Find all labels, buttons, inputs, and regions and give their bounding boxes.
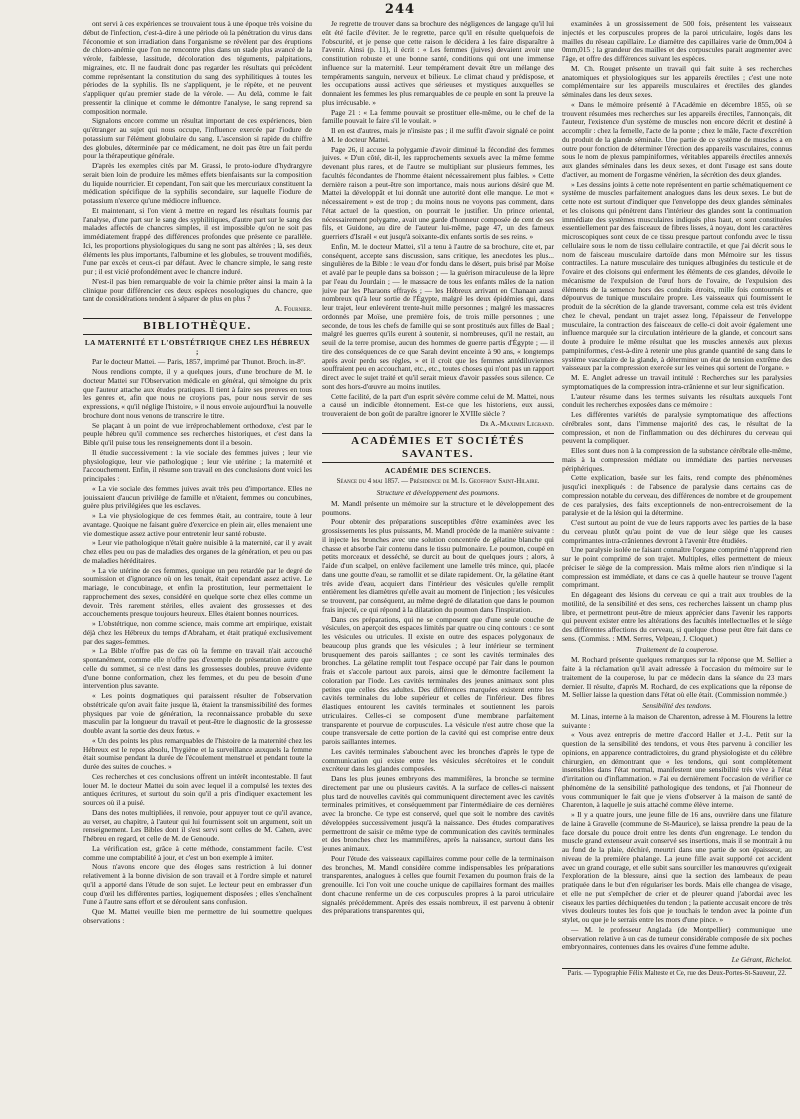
paragraph: » La vie utérine de ces femmes, quoique un peu retardée par le degré de soumission et d'ignorance où on les tenait, était cependant assez active. Le mariage, le concubinage, et enfin la prostitution, leur permettaient le rapprochement des sexes, considéré en quelque sorte chez elles comme un devoir. Très rarement stériles, elles avaient des grossesses et des accouchements presque toujours heureux. Elles étaient bonnes nourrices. [83,565,312,619]
paragraph: Ces recherches et ces conclusions offrent un intérêt incontestable. Il faut louer M. le docteur Mattei du soin avec lequel il a compulsé les textes des antiques écritures, et surtout du soin qu'il a pris d'indiquer exactement les sources où il a puisé. [83,771,312,807]
paragraph: M. Mandl présente un mémoire sur la structure et le développement des poumons. [322,498,554,517]
paragraph: » La vie physiologique de ces femmes était, au contraire, toute à leur avantage. Quoique ne faisant guère d'exercice en plein air, elles menaient une vie domestique assez active pour entretenir leur santé robuste. [83,511,312,538]
paragraph: ont servi à ces expériences se trouvaient tous à une époque très voisine du début de l'infection, c'est-à-dire à une période où la pénétration du virus dans l'économie et son irradiation dans l'organisme se révèlent par des éruptions de chloro-anémie que l'on ne rencontre plus dans un stade plus avancé de la vérole, faiblesse, lassitude, décoloration des téguments, palpitations, migraines, etc. Il ne faudrait donc pas regarder les résultats qui précèdent comme représentant la constitution du sang des syphilitiques à toutes les périodes de la syphilis. Ils ne s'appliquent, je le répète, et ne peuvent s'appliquer qu'au premier stade de la vérole. — Au delà, comme le fait pressentir la clinique et comme le démontre l'analyse, le sang reprend sa composition normale. [83,20,312,116]
col3-paragraphs [562,20,792,644]
paragraph: Que M. Mattei veuille bien me permettre de lui soumettre quelques observations : [83,907,312,925]
paragraph: Il en est d'autres, mais je n'insiste pas ; il me suffit d'avoir signalé ce point à M. le docteur Mattei. [322,126,554,144]
paragraph: » Il y a quatre jours, une jeune fille de 16 ans, ouvrière dans une filature de laine à Gravelle (commune de St-Maurice), se laissa prendre la peau de la face dorsale du pouce droit entre les dents d'un engrenage. Le tendon du muscle grand extenseur avait conservé ses insertions, mais il se montrait à nu au fond de la plaie, déchiré, meurtri dans une partie de son épaisseur, au niveau de la première phalange. La jeune fille avait supporté cet accident avec un grand courage, et elle subit sans sourciller les manœuvres qu'exigeait l'exploration de la blessure, ainsi que la section des lambeaux de peau pratiquée dans le but d'en régulariser les bords. Mais elle changea de visage, et elle ne put s'empêcher de crier et de pleurer quand j'abordai avec les ciseaux les parties déchiquetées du tendon ; la patiente accusait encore de très vives douleurs toutes les fois que je touchais le tendon avec la pointe d'un stylet, ou que je le serrais entre les mors d'une pince. » [562,810,792,924]
signature-legrand: Dr A.-Maximin Legrand. [480,418,554,428]
paragraph: M. Rochard présente quelques remarques sur la réponse que M. Sellier a faite à la réclamation qu'il avait adressée à l'occasion du mémoire sur le traitement de la couperose, lu par ce médecin dans la séance du 23 mars dernier. Il résulte, d'après M. Rochard, de ces explications que la réponse de M. Sellier laisse la question dans l'état où elle était. (Commission nommée.) [562,655,792,700]
paragraph: Page 26, il accuse la polygamie d'avoir diminué la fécondité des femmes juives. « D'un côté, dit-il, les rapprochements sexuels avec la même femme devenant plus rares, et de l'autre se multipliant sur plusieurs femmes, les facultés fécondantes de l'homme étaient nécessairement plus faibles. » Cette dernière raison a peut-être son importance, mais nous aurions désiré que M. Mattei la développât et lui donnât une autorité dont elle manque. Le mot « nécessairement » est de trop ; du moins nous ne voyons pas comment, dans l'état actuel de la question, on pourrait le justifier. Un prince oriental, nécessairement polygame, avait une garde d'honneur composée de cent de ses fils, et Guidone, au dire de l'auteur lui-même, page 47, un des fameux guerriers d'Israël « eut jusqu'à soixante-dix enfants sortis de ses reins. » [322,144,554,241]
column-1 [83,20,312,1098]
paragraph: Cette explication, basée sur les faits, rend compte des phénomènes jusqu'ici inexpliqués : de l'absence de paralysie dans certains cas de compression notable du cerveau, des différences de nombre et de groupement de ces paralysies, des faits exceptionnels de non-entrecroisement de la paralysie et de la lésion qui la détermine. [562,473,792,518]
paragraph: Elles sont dues non à la compression de la substance cérébrale elle-même, mais à la compression médiate ou immédiate des parties nerveuses périphériques. [562,446,792,473]
signature-fournier: A. Fournier. [274,304,312,313]
paragraph: » L'obstétrique, non comme science, mais comme art empirique, existait déjà chez les Hébreux du temps d'Abraham, et était pratiqué exclusivement par des sages-femmes. [83,619,312,646]
paragraph: examinées à un grossissement de 500 fois, présentent les vaisseaux injectés et les corpuscules propres de la paroi utriculaire, logés dans les mailles du réseau capillaire. Le diamètre des capillaires varie de 0mm,004 à 0mm,015 ; la grandeur des mailles et des corpuscules parait augmenter avec l'âge, et offre des différences suivant les espèces. [562,20,792,63]
page-number: 244 [384,2,416,17]
paragraph: M. Ch. Rouget présente un travail qui fait suite à ses recherches anatomiques et physiologiques sur les appareils érectiles ; c'est une note complémentaire sur les appareils musculaires et érectiles des glandes séminales dans les deux sexes. [562,63,792,99]
subject-couperose: Traitement de la couperose. [635,644,719,654]
paragraph: Cette facilité, de la part d'un esprit sévère comme celui de M. Mattei, nous a causé un indicible étonnement. Est-ce que les historiens, eux aussi, trouveraient de bon goût de paraître ignorer le XVIIIe siècle ? [322,391,554,418]
col1-article-paragraphs [83,358,312,925]
col3-couperose-paragraphs [562,656,792,700]
academy-title: ACADÉMIE DES SCIENCES. [384,466,492,475]
section-title-academies: ACADÉMIES ET SOCIÉTÉS SAVANTES. [322,433,554,463]
subject-poumons: Structure et développement des poumons. [376,488,500,497]
paragraph: Page 21 : « La femme pouvait se prostituer elle-même, ou le chef de la famille pouvait le faire s'il le voulait. » [322,107,554,126]
paragraph: Les différentes variétés de paralysie symptomatique des affections cérébrales sont, dans l'immense majorité des cas, le résultat de la compression, et non de l'inflammation ou des déchirures du cerveau qui peuvent la compliquer. [562,410,792,446]
paragraph: En dégageant des lésions du cerveau ce qui a trait aux troubles de la motilité, de la sensibilité et des sens, ces recherches laissent un champ plus libre, et permettront peut-être de mieux apprécier dans l'avenir les rapports qui peuvent exister entre les altérations des facultés intellectuelles et le siège des différentes affections du cerveau, si quelque chose peut être fait dans ce sens. (Commiss. : MM. Serres, Velpeau, J. Cloquet.) [562,590,792,643]
subject-tendons: Sensibilité des tendons. [642,701,712,710]
session-line: Séance du 4 mai 1857. — Présidence de M. Is. Geoffroy Saint-Hilaire. [336,478,540,486]
paragraph: Enfin, M. le docteur Mattei, s'il a tenu à l'autre de sa brochure, cite et, par conséquent, accepte sans discussion, sans critique, les anecdotes les plus... singulières de la Bible : le veau d'or fondu dans le désert, puis brisé par Moïse et avalé par le peuple dans sa boisson ; — la guérison miraculeuse de la lèpre par l'eau du Jourdain ; — le massacre de tous les enfants mâles de la nation juive par les Pharaons effrayés ; — les Hébreux arrivant en Chanaan aussi nombreux qu'à leur sortie de l'Égypte, malgré les deux épidémies qui, dans leur trajet, leur enlevèrent trente-huit mille personnes ; malgré les massacres ordonnés par Moïse, une première fois, de trois mille personnes ; une seconde, de tous les chefs de famille qui se sont prostitués aux filles de Baal ; malgré les guerres qu'ils eurent à soutenir, si nombreuses, qu'il ne restait, au seuil de la terre promise, aucun des hommes de guerre partis d'Égypte ; — il tire des conséquences de ce que Sarah devint enceinte à 90 ans, « longtemps après avoir perdu ses règles, » et il croit que les femmes antédiluviennes souffraient peu en accouchant, etc., etc., toutes choses qui n'ont pas un rapport direct avec le sujet traité et qu'il serait mieux d'avoir passées sous silence. Ce sont des hors-d'œuvre au moins inutiles. [322,241,554,391]
col3-tendons-paragraphs [562,713,792,952]
col2-paragraphs [322,20,554,419]
paragraph: Dans ces préparations, qui ne se composent que d'une seule couche de vésicules, on aperçoit des espaces limités par quatre ou cinq contours : ce sont les vésicules ou utricules. Il existe en outre des espaces polygonaux de beaucoup plus grands que les vésicules ; à leur intérieur se terminent brusquement des parois saillantes ; ce sont les cavités terminales des bronches. La gélatine remplit tout l'espace occupé par l'air dans le poumon frais et s'accole partout aux parois, ainsi que le démontre facilement la coloration par l'iode. Les cavités terminales des jeunes animaux sont plus petites que celles des adultes. Des différences marquées existent entre les cavités terminales du lobe supérieur et celles de l'inférieur. Des fibres élastiques entourent les cavités terminales et soutiennent les parois utriculaires. Celles-ci se composent d'une membrane parfaitement transparente et pourvue de corpuscules. La vésicule n'est autre chose que la coupe transversale de cette portion de la cavité qui est comprise entre deux parois saillantes internes. [322,614,554,746]
paragraph: Nous rendions compte, il y a quelques jours, d'une brochure de M. le docteur Mattei sur l'Observation médicale en général, qui témoigne du prix que l'auteur attache aux études pratiques. Il tient à faire ses preuves en tous les genres et, afin que nous ne croyions pas, pour nous servir de ses expressions, « qu'il néglige l'histoire, » il nous envoie aujourd'hui la nouvelle brochure dont nous venons de transcrire le titre. [83,367,312,420]
col2-academy-paragraphs [322,500,554,916]
article-title-maternite: LA MATERNITÉ ET L'OBSTÉTRIQUE CHEZ LES HÉBREUX ; [84,338,311,356]
paragraph: — M. le professeur Anglada (de Montpellier) communique une observation relative à un cas de tumeur considérable composée de six poches embryonnaires, contenues dans les ovaires d'une femme adulte. [562,924,792,952]
paragraph: Pour l'étude des vaisseaux capillaires comme pour celle de la terminaison des bronches, M. Mandl considère comme indispensables les préparations transparentes, analogues à celles que fournit l'examen du poumon frais de la grenouille. Ici l'on voit une couche unique de capillaires formant des mailles dont chacune renferme un de ces corpuscules propres à la paroi utriculaire signalés précédemment. Après des essais nombreux, il est parvenu à obtenir des préparations transparentes qui, [322,853,554,916]
paragraph: Les cavités terminales s'abouchent avec les bronches d'après le type de communication qui existe entre les vésicules sécrétoires et le conduit excréteur dans les glandes composées. [322,746,554,774]
paragraph: » La Bible n'offre pas de cas où la femme en travail n'ait accouché spontanément, comme elle n'offre pas d'exemple de présentation autre que celle du sommet, si ce n'est dans les grossesses doubles, preuve évidente d'une bonne conformation, chez les femmes, et du peu de besoin d'une intervention plus savante. [83,646,312,691]
paragraph: Signalons encore comme un résultat important de ces expériences, bien qu'étranger au sujet qui nous occupe, l'influence exercée par l'iodure de potassium sur l'élément globulaire du sang. L'ascension si rapide du chiffre des globules, déterminée par ce médicament, ne doit pas être un fait perdu pour la thérapeutique générale. [83,116,312,161]
column-3 [562,20,792,1098]
paragraph: » Leur vie pathologique n'était guère nuisible à la maternité, car il y avait chez elles peu ou pas de maladies des organes de la génération, et peu ou pas de maladies héréditaires. [83,538,312,565]
col1-paragraphs [83,20,312,304]
paragraph: « Vous avez entrepris de mettre d'accord Haller et J.-L. Petit sur la question de la sensibilité des tendons, et vous êtes parvenu à concilier les opinions, en apparence contradictoires, du grand physiologiste et du célèbre chirurgien, en démontrant que « les tendons, qui sont complètement insensibles dans l'état normal, manifestent une sensibilité très vive à l'état d'irritation ou d'inflammation. » J'ai eu dernièrement l'occasion de vérifier ce phénomène de la sensibilité pathologique des tendons, et j'ai l'honneur de vous communiquer le fait que je viens d'observer à la maison de santé de Charenton, à laquelle je suis attaché comme élève interne. [562,730,792,810]
paragraph: C'est surtout au point de vue de leurs rapports avec les parties de la base du cerveau plutôt qu'au point de vue de leur siège que les causes comprimantes intra-crâniennes devront à l'avenir être étudiées. [562,518,792,545]
column-2 [322,20,554,1098]
paragraph: « Dans le mémoire présenté à l'Académie en décembre 1855, où se trouvent résumées mes recherches sur les appareils érectiles, l'annonçais, dit l'auteur, l'existence d'un système de muscles non encore décrit et destiné à accomplir : chez la femelle, l'acte de la ponte ; chez le mâle, l'acte d'excrétion du produit de la glande séminale. Une partie de ce système de muscles a en outre pour fonction de déterminer l'érection des appareils vasculaires, connus sous le nom de plexus pampiniformes, véritables appareils érectiles annexés aux glandes séminales dans les deux sexes, et dont l'usage est sans doute d'activer, au moment de l'orgasme vénérien, la sécrétion des deux glandes. [562,99,792,179]
paragraph: « Un des points les plus remarquables de l'histoire de la maternité chez les Hébreux est le repos absolu, l'hygiène et la surveillance auxquels la femme était soumise pendant la durée de l'écoulement menstruel et pendant toute la durée des suites de couches. » [83,735,312,771]
paragraph: N'est-il pas bien remarquable de voir la chimie prêter ainsi la main à la clinique pour différencier ces deux espèces nosologiques du chancre, que tant de considérations tendent à séparer de plus en plus ? [83,276,312,304]
paragraph: Nous n'avons encore que des éloges sans restriction à lui donner relativement à la bonne division de son travail et à l'ordre simple et naturel qu'il a apporté dans l'étude de son sujet. Le lecteur peut en embrasser d'un coup d'œil les différentes parties, logiquement disposées ; elles s'enchaînent l'une à l'autre sans effort et se déroulent sans confusion. [83,862,312,907]
paragraph: Dans des notes multipliées, il renvoie, pour appuyer tout ce qu'il avance, au verset, au chapitre, à l'auteur qui lui fournissent soit un argument, soit un renseignement. Les Bibles dont il s'est servi sont celles de M. Cahen, avec l'hébreu en regard, et celle de M. de Genoude. [83,807,312,843]
paragraph: Par le docteur Mattei. — Paris, 1857, imprimé par Thunot. Broch. in-8°. [92,357,306,367]
paragraph: M. E. Anglet adresse un travail intitulé : Recherches sur les paralysies symptomatiques de la compression intra-crânienne et sur leur signification. [562,373,792,391]
paragraph: D'après les exemples cités par M. Grassi, le proto-iodure d'hydrargyre serait bien loin de produire les mêmes effets bienfaisants sur la composition du liquide nourricier. Et cependant, l'on sait que les mercuriaux constituent la médication spécifique de la syphilis secondaire, sur laquelle l'iodure de potassium n'exerce qu'une médiocre influence. [83,161,312,205]
section-title-bibliotheque: BIBLIOTHÈQUE. [83,318,312,335]
paragraph: Une paralysie isolée ne faisant connaître l'organe comprimé n'apprend rien sur le point comprimé de son trajet. Multiples, elles permettent de mieux préciser le siège de la compression. Mais même alors rien n'indique si la compression est immédiate, et dans ce cas à quelle hauteur se trouve l'agent comprimant. [562,545,792,590]
gerant-signature: Le Gérant, Richelot. [731,955,792,964]
paragraph: Je regrette de trouver dans sa brochure des négligences de langage qu'il lui eût été facile d'éviter. Je le regrette, parce qu'il en résulte quelquefois de l'obscurité, et je pense que cette raison le décidera à les faire disparaître à l'avenir. Ainsi (p. 11), il écrit : « Les femmes (juives) devaient avoir une constitution robuste et une bonne santé, conditions qui ont une immense influence sur la maternité. Leur tempérament devait être un mélange des tempéraments sanguin, nerveux et bilieux. Le climat chaud y prédispose, et les occupations aussi actives que sérieuses et mystiques auxquelles se donnaient les femmes les plus remarquables de ce peuple en sont la preuve la plus irrécusable. » [322,20,554,107]
paragraph: Et maintenant, si l'on vient à mettre en regard les résultats fournis par l'analyse, d'une part sur le sang des syphilitiques, d'autre part sur le sang des malades affectés de chancres simples, il est impossible qu'on ne soit pas immédiatement frappé des différences profondes que présente ce parallèle. Ici, les proportions physiologiques du sang ne sont pas altérées ; là, ses deux éléments les plus importants, l'albumine et les globules, se trouvent modifiés, l'une par excès et ceux-ci par défaut. Avec le chancre simple, le sang reste pur ; il est vicié profondément avec le chancre induré. [83,205,312,276]
paragraph: L'auteur résume dans les termes suivants les résultats auxquels l'ont conduit les recherches exposées dans ce mémoire : [562,391,792,410]
paragraph: M. Linas, interne à la maison de Charenton, adresse à M. Flourens la lettre suivante : [562,711,792,730]
paragraph: Se plaçant à un point de vue irréprochablement orthodoxe, c'est par le peuple hébreu qu'il commence ses recherches historiques, et c'est dans la Bible qu'il puise tous les renseignements dont il a besoin. [83,420,312,447]
printer-imprint: Paris. — Typographie Félix Malteste et Ce, rue des Deux-Portes-St-Sauveur, 22. [562,968,792,979]
paragraph: « Les points dogmatiques qui paraissent résulter de l'observation obstétricale qu'on avait faite jusque là, étaient la transmissibilité des formes physiques par voie de génération, la reconnaissance probable du sexe masculin par la longueur du travail et peut-être le diagnostic de la grossesse double avant la sortie des deux fœtus. » [83,691,312,735]
paragraph: La vérification est, grâce à cette méthode, constamment facile. C'est comme une comptabilité à jour, et c'est un bon exemple à imiter. [83,843,312,862]
paragraph: Dans les plus jeunes embryons des mammifères, la bronche se termine directement par une ou plusieurs cavités. A la surface de celles-ci naissent plus tard de nouvelles cavités qui communiquent directement avec les cavités terminales primitives, et conséquemment par l'intermédiaire de ces dernières avec la bronche. Ce type est conservé, quel que soit le nombre des cavités développées successivement jusqu'à la naissance. Des études comparatives permettront de saisir ce même type de communication des cavités terminales et des bronches chez les mammifères, après la naissance, surtout dans les jeunes animaux. [322,774,554,853]
paragraph: Il étudie successivement : la vie sociale des femmes juives ; leur vie physiologique, leur vie pathologique ; leur vie utérine ; la maternité et l'accouchement. Enfin, il résume son travail en des conclusions dont voici les principales : [83,447,312,483]
paragraph: Pour obtenir des préparations susceptibles d'être examinées avec les grossissements les plus puissants, M. Mandl procède de la manière suivante : il injecte les bronches avec une solution concentrée de gélatine blanche qui chasse et absorbe l'air contenu dans le tissu pulmonaire. Le poumon, coupé en petits morceaux et desséché, se durcit au bout de quelques jours ; alors, à l'aide d'un scalpel, on enlève facilement une lamelle très mince, qui, placée dans une goutte d'eau, se ramollit et se dilate rapidement. Or, la gélatine étant très avide d'eau, acquiert dans l'intérieur des vésicules qu'elle remplit entièrement les diamètres qu'elle avait au moment de l'injection ; les vésicules se trouvent, par conséquent, au même degré de dilatation que dans le poumon frais injecté, ce qui répond à la dilatation du poumon dans l'inspiration. [322,517,554,614]
paragraph: » Les dessins joints à cette note représentent en partie schématiquement ce système de muscles parfaitement analogues dans les deux sexes. Le but de cette note est surtout d'indiquer que l'enveloppe des deux glandes séminales et les cloisons qui pénètrent dans l'intérieur des glandes sont la continuation immédiate des systèmes musculaires indiqués plus haut, et sont constituées essentiellement par des faisceaux de fibres lisses, à noyau, dont les caractères microscopiques sont ceux de ce tissu presque partout confondu avec le tissu cellulaire sous le nom de tissu cellulaire contractile, et que j'ai décrit sous le nom de faisceau musculaire dartoïde dans mon Mémoire sur les tissus contractiles. La nature musculaire des tuniques albuginées du testicule et de l'ovaire et des cloisons qui enferment les éléments de ces glandes, dévoile le mécanisme de l'expulsion de l'œuf hors de l'ovaire, de l'expulsion des éléments de la semence hors des conduits étroits, mille fois contournés et dépourvus de tunique musculaire propre. Les vaisseaux qui fournissent le produit de la sécrétion de la glande traversant, comme cela est très évident chez le cheval, pendant un trajet assez long, l'épaisseur de l'enveloppe musculaire, la contraction des faisceaux de celle-ci doit avoir également une influence marquée sur la circulation intérieure de la glande, et concourt sans doute à produire le même résultat que les muscles annexés aux plexus pampiniformes, c'est-à-dire à retenir une plus grande quantité de sang dans le système vasculaire de la glande, à déterminer un état de tension extrême des vaisseaux par la compression exercée sur les veines qui sortent de l'organe. » [562,179,792,373]
paragraph: « La vie sociale des femmes juives avait très peu d'importance. Elles ne jouissaient d'aucun privilège de famille et n'étaient, femmes ou concubines, guère plus privilégiées que les esclaves. [83,483,312,511]
